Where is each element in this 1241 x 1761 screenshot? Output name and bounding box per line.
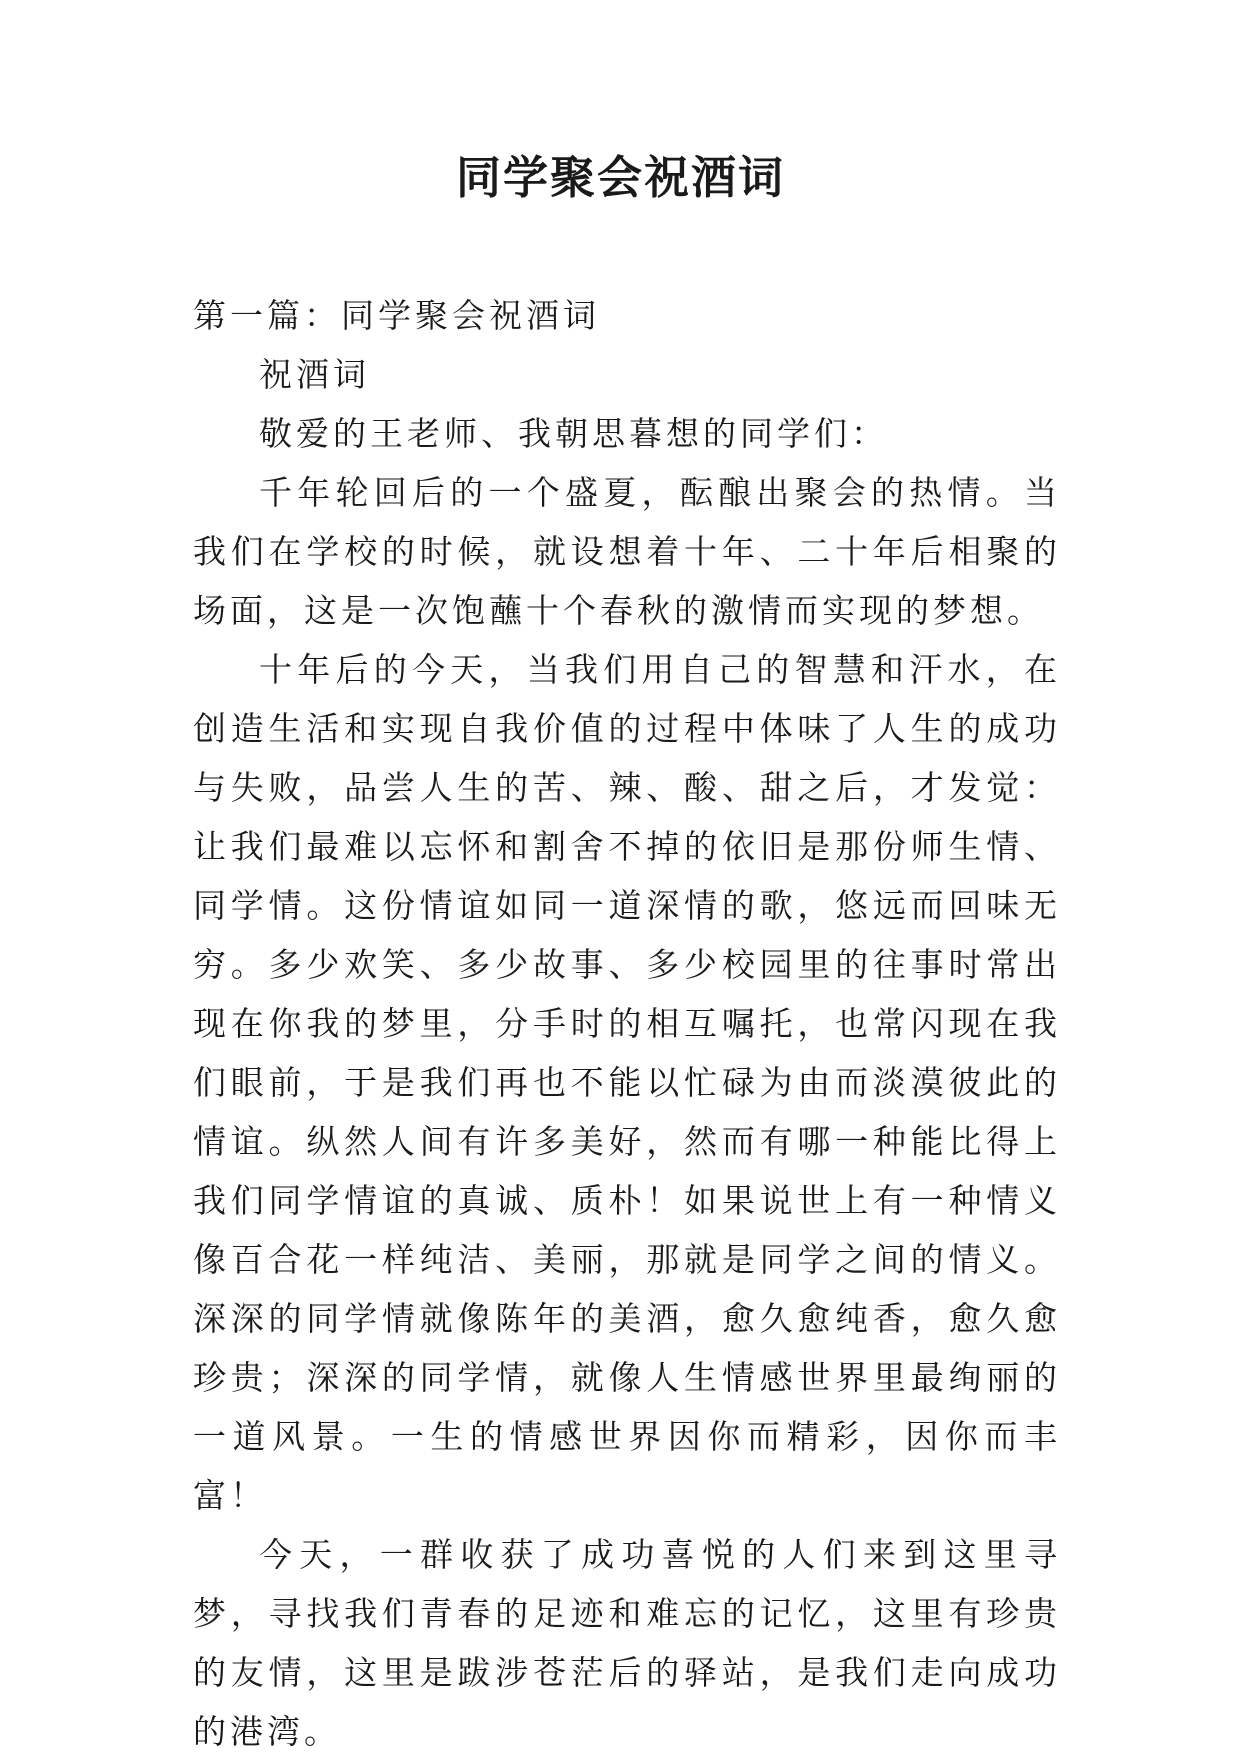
paragraph-body-3: 今天，一群收获了成功喜悦的人们来到这里寻梦，寻找我们青春的足迹和难忘的记忆，这里有珍贵的友情，这里是跋涉苍茫后的驿站，是我们走向成功的港湾。: [193, 1535, 1061, 1751]
paragraph-toast-heading: 祝酒词: [259, 355, 370, 394]
paragraph-body-2: 十年后的今天，当我们用自己的智慧和汗水，在创造生活和实现自我价值的过程中体味了人生的成功与失败，品尝人生的苦、辣、酸、甜之后，才发觉：让我们最难以忘怀和割舍不掉的依旧是那份师生情、同学情。这份情谊如同一道深情的歌，悠远而回味无穷。多少欢笑、多少故事、多少校园里的往事时常出现在你我的梦里，分手时的相互嘱托，也常闪现在我们眼前，于是我们再也不能以忙碌为由而淡漠彼此的情谊。纵然人间有许多美好，然而有哪一种能比得上我们同学情谊的真诚、质朴！如果说世上有一种情义像百合花一样纯洁、美丽，那就是同学之间的情义。深深的同学情就像陈年的美酒，愈久愈纯香，愈久愈珍贵；深深的同学情，就像人生情感世界里最绚丽的一道风景。一生的情感世界因你而精彩，因你而丰富！: [193, 650, 1061, 1515]
section-heading: 第一篇：同学聚会祝酒词: [193, 296, 600, 335]
paragraph-salutation: 敬爱的王老师、我朝思暮想的同学们：: [259, 414, 888, 453]
document-title: 同学聚会祝酒词: [455, 151, 785, 204]
document-body: [193, 286, 1061, 1761]
paragraph-body-1: 千年轮回后的一个盛夏，酝酿出聚会的热情。当我们在学校的时候，就设想着十年、二十年后相聚的场面，这是一次饱蘸十个春秋的激情而实现的梦想。: [193, 473, 1061, 630]
